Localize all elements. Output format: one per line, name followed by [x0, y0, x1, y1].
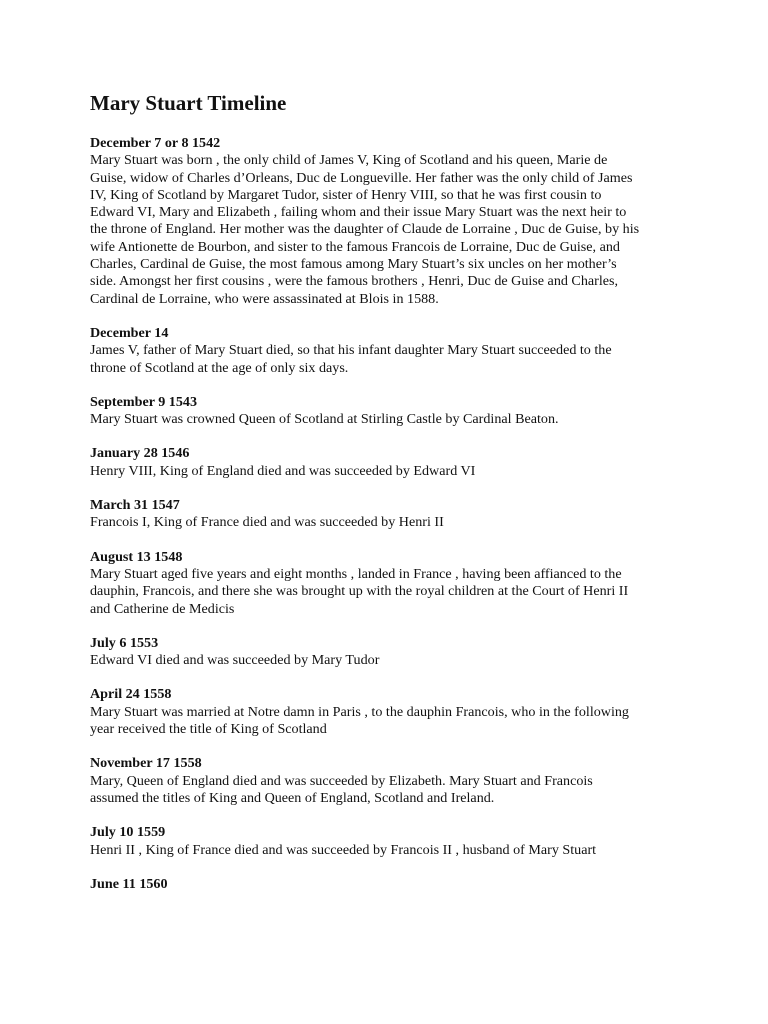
- entry-date: July 6 1553: [90, 634, 159, 651]
- entry-date: July 10 1559: [90, 824, 166, 841]
- timeline-entry: [90, 325, 690, 377]
- entry-text: [90, 342, 690, 377]
- entry-date: September 9 1543: [90, 393, 197, 410]
- entry-text-line: James V, father of Mary Stuart died, so that his infant daughter Mary Stuart succeeded to the: [90, 342, 612, 359]
- entry-date: March 31 1547: [90, 497, 180, 514]
- entry-text: [90, 773, 690, 808]
- entry-text: [90, 566, 690, 618]
- entry-text: [90, 152, 690, 308]
- timeline-entry: [90, 549, 690, 618]
- entry-text-line: Cardinal de Lorraine, who were assassinated at Blois in 1588.: [90, 290, 439, 307]
- entry-text-line: Francois I, King of France died and was succeeded by Henri II: [90, 514, 444, 531]
- entry-text-line: Edward VI died and was succeeded by Mary Tudor: [90, 652, 380, 669]
- timeline-entry: [90, 755, 690, 807]
- page-title: Mary Stuart Timeline: [90, 91, 287, 115]
- entry-date: December 14: [90, 324, 169, 341]
- entry-text-line: Mary Stuart was crowned Queen of Scotland at Stirling Castle by Cardinal Beaton.: [90, 411, 559, 428]
- entry-date: December 7 or 8 1542: [90, 135, 221, 151]
- timeline-entry: [90, 876, 690, 893]
- entry-date: August 13 1548: [90, 548, 183, 565]
- entry-text-line: Mary Stuart was married at Notre damn in Paris , to the dauphin Francois, who in the following: [90, 703, 629, 720]
- entry-text-line: side. Amongst her first cousins , were the famous brothers , Henri, Duc de Guise and Charles,: [90, 273, 619, 290]
- entry-text: [90, 652, 690, 669]
- entry-text-line: Mary, Queen of England died and was succeeded by Elizabeth. Mary Stuart and Francois: [90, 772, 593, 789]
- timeline-entry: [90, 686, 690, 738]
- entry-text-line: Mary Stuart was born , the only child of James V, King of Scotland and his queen, Marie de: [90, 152, 608, 169]
- entry-text-line: throne of Scotland at the age of only six days.: [90, 359, 349, 376]
- entry-text-line: Henri II , King of France died and was succeeded by Francois II , husband of Mary Stuart: [90, 841, 597, 858]
- timeline-entry: [90, 635, 690, 670]
- timeline-entry: [90, 445, 690, 480]
- entry-text-line: Guise, widow of Charles d’Orleans, Duc de Longueville. Her father was the only child of James: [90, 169, 633, 186]
- entry-text-line: the throne of England. Her mother was the daughter of Claude de Lorraine , Duc de Guise, by his: [90, 221, 640, 238]
- entry-date: June 11 1560: [90, 875, 168, 892]
- entry-text-line: dauphin, Francois, and there she was brought up with the royal children at the Court of Henri II: [90, 583, 629, 600]
- entry-date: November 17 1558: [90, 755, 202, 772]
- entry-date: April 24 1558: [90, 686, 172, 703]
- entry-text-line: Mary Stuart aged five years and eight months , landed in France , having been affianced to the: [90, 565, 622, 582]
- timeline-entry: [90, 824, 690, 859]
- entry-text-line: Edward VI, Mary and Elizabeth , failing whom and their issue Mary Stuart was the next heir to: [90, 204, 627, 221]
- entry-text: [90, 514, 690, 531]
- document-page: [90, 88, 690, 910]
- timeline-list: [90, 135, 690, 893]
- entry-text-line: and Catherine de Medicis: [90, 600, 235, 617]
- entry-text-line: Charles, Cardinal de Guise, the most famous among Mary Stuart’s six uncles on her mother’s: [90, 256, 617, 273]
- entry-text-line: Henry VIII, King of England died and was succeeded by Edward VI: [90, 462, 476, 479]
- timeline-entry: [90, 135, 690, 308]
- entry-text: [90, 704, 690, 739]
- entry-text-line: wife Antionette de Bourbon, and sister to the famous Francois de Lorraine, Duc de Guise, and: [90, 238, 620, 255]
- entry-text-line: year received the title of King of Scotland: [90, 721, 327, 738]
- entry-text: [90, 411, 690, 428]
- entry-text-line: assumed the titles of King and Queen of England, Scotland and Ireland.: [90, 789, 495, 806]
- entry-text-line: IV, King of Scotland by Margaret Tudor, sister of Henry VIII, so that he was first cousin to: [90, 186, 602, 203]
- timeline-entry: [90, 394, 690, 429]
- entry-text: [90, 463, 690, 480]
- timeline-entry: [90, 497, 690, 532]
- entry-date: January 28 1546: [90, 445, 190, 462]
- entry-text: [90, 842, 690, 859]
